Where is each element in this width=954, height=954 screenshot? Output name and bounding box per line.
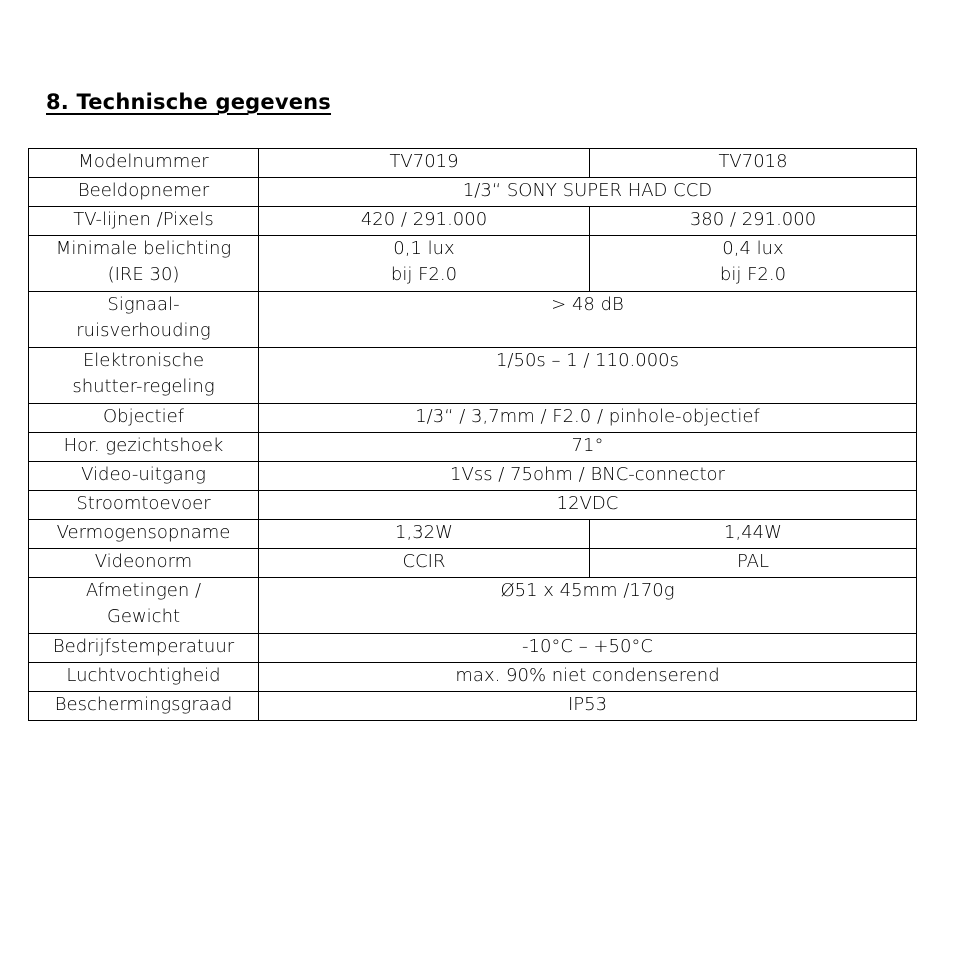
row-viewing-angle — [29, 433, 917, 462]
row-operating-temp — [29, 634, 917, 663]
shutter-label: Elektronische shutter-regeling — [29, 348, 259, 404]
model-label: Modelnummer — [29, 149, 259, 178]
video-output-value: 1Vss / 75ohm / BNC-connector — [259, 462, 917, 491]
row-video-norm — [29, 549, 917, 578]
snr-label: Signaal- ruisverhouding — [29, 292, 259, 348]
row-video-output — [29, 462, 917, 491]
row-snr — [29, 292, 917, 348]
power-consumption-tv7018: 1,44W — [590, 520, 917, 549]
row-model — [29, 149, 917, 178]
snr-value: > 48 dB — [259, 292, 917, 348]
row-sensor — [29, 178, 917, 207]
row-lens — [29, 404, 917, 433]
row-dimensions — [29, 578, 917, 634]
video-norm-label: Videonorm — [29, 549, 259, 578]
video-norm-tv7019: CCIR — [259, 549, 590, 578]
min-illumination-tv7019: 0,1 lux bij F2.0 — [259, 236, 590, 292]
protection-label: Beschermingsgraad — [29, 692, 259, 721]
power-consumption-label: Vermogensopname — [29, 520, 259, 549]
sensor-label: Beeldopnemer — [29, 178, 259, 207]
row-power-supply — [29, 491, 917, 520]
humidity-value: max. 90% niet condenserend — [259, 663, 917, 692]
humidity-label: Luchtvochtigheid — [29, 663, 259, 692]
tv-lines-label: TV-lijnen /Pixels — [29, 207, 259, 236]
video-norm-tv7018: PAL — [590, 549, 917, 578]
operating-temp-value: -10°C – +50°C — [259, 634, 917, 663]
viewing-angle-value: 71° — [259, 433, 917, 462]
model-tv7018: TV7018 — [590, 149, 917, 178]
operating-temp-label: Bedrijfstemperatuur — [29, 634, 259, 663]
sensor-value: 1/3“ SONY SUPER HAD CCD — [259, 178, 917, 207]
row-humidity — [29, 663, 917, 692]
section-heading: 8. Technische gegevens — [46, 90, 332, 114]
row-protection — [29, 692, 917, 721]
lens-value: 1/3“ / 3,7mm / F2.0 / pinhole-objectief — [259, 404, 917, 433]
min-illumination-tv7018: 0,4 lux bij F2.0 — [590, 236, 917, 292]
viewing-angle-label: Hor. gezichtshoek — [29, 433, 259, 462]
row-tv-lines — [29, 207, 917, 236]
dimensions-value: Ø51 x 45mm /170g — [259, 578, 917, 634]
specifications-table — [28, 148, 917, 721]
power-consumption-tv7019: 1,32W — [259, 520, 590, 549]
dimensions-label: Afmetingen / Gewicht — [29, 578, 259, 634]
power-supply-value: 12VDC — [259, 491, 917, 520]
row-shutter — [29, 348, 917, 404]
model-tv7019: TV7019 — [259, 149, 590, 178]
min-illumination-label: Minimale belichting (IRE 30) — [29, 236, 259, 292]
video-output-label: Video-uitgang — [29, 462, 259, 491]
tv-lines-tv7019: 420 / 291.000 — [259, 207, 590, 236]
row-power-consumption — [29, 520, 917, 549]
lens-label: Objectief — [29, 404, 259, 433]
row-min-illumination — [29, 236, 917, 292]
protection-value: IP53 — [259, 692, 917, 721]
power-supply-label: Stroomtoevoer — [29, 491, 259, 520]
shutter-value: 1/50s – 1 / 110.000s — [259, 348, 917, 404]
tv-lines-tv7018: 380 / 291.000 — [590, 207, 917, 236]
